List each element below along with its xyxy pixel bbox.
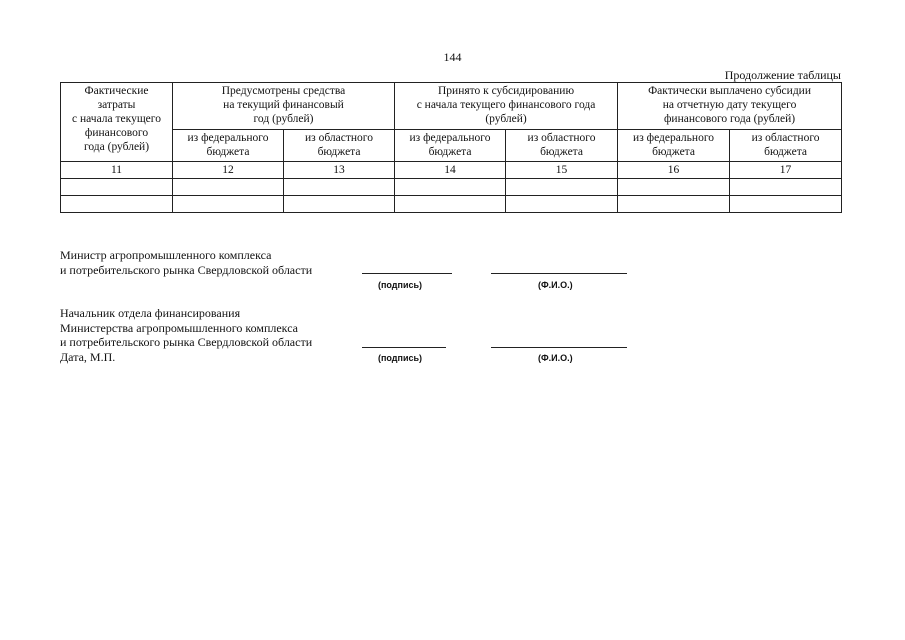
empty-cell bbox=[173, 179, 284, 196]
header-row-2 bbox=[61, 130, 842, 162]
empty-cell bbox=[173, 196, 284, 213]
subheader-federal: из федерального бюджета bbox=[173, 130, 284, 162]
subheader-regional: из областного бюджета bbox=[506, 130, 618, 162]
minister-sign-caption: (подпись) bbox=[378, 280, 423, 290]
subsidy-table bbox=[60, 82, 842, 213]
subheader-regional: из областного бюджета bbox=[284, 130, 395, 162]
head-sign-caption: (подпись) bbox=[378, 353, 423, 363]
empty-cell bbox=[506, 196, 618, 213]
empty-cell bbox=[61, 196, 173, 213]
subheader-federal: из федерального бюджета bbox=[395, 130, 506, 162]
continuation-label: Продолжение таблицы bbox=[724, 68, 841, 82]
minister-name-line bbox=[491, 273, 627, 274]
header-actual-costs: Фактические затраты с начала текущего финансового года (рублей) bbox=[61, 83, 173, 162]
empty-cell bbox=[730, 179, 842, 196]
column-number: 14 bbox=[395, 162, 506, 179]
head-date-stamp: Дата, М.П. bbox=[60, 349, 116, 364]
subheader-federal: из федерального бюджета bbox=[618, 130, 730, 162]
empty-cell bbox=[395, 196, 506, 213]
head-name-line bbox=[491, 347, 627, 348]
minister-title-line: Министр агропромышленного комплекса bbox=[60, 248, 272, 262]
column-number-row bbox=[61, 162, 842, 179]
empty-cell bbox=[618, 196, 730, 213]
column-number: 15 bbox=[506, 162, 618, 179]
head-signature-block bbox=[60, 306, 312, 364]
column-number: 13 bbox=[284, 162, 395, 179]
empty-cell bbox=[395, 179, 506, 196]
page-number: 144 bbox=[443, 50, 462, 64]
head-title-line: Министерства агропромышленного комплекса bbox=[60, 320, 299, 335]
column-number: 16 bbox=[618, 162, 730, 179]
empty-cell bbox=[284, 196, 395, 213]
head-name-caption: (Ф.И.О.) bbox=[538, 353, 573, 363]
header-planned-funds: Предусмотрены средства на текущий финансовый год (рублей) bbox=[173, 83, 395, 130]
minister-name-caption: (Ф.И.О.) bbox=[538, 280, 573, 290]
empty-cell bbox=[618, 179, 730, 196]
column-number: 17 bbox=[730, 162, 842, 179]
empty-cell bbox=[284, 179, 395, 196]
subheader-regional: из областного бюджета bbox=[730, 130, 842, 162]
column-number: 11 bbox=[61, 162, 173, 179]
minister-title-line: и потребительского рынка Свердловской области bbox=[60, 262, 313, 277]
header-accepted-subsidy: Принято к субсидированию с начала текущего финансового года (рублей) bbox=[395, 83, 618, 130]
head-title-line: и потребительского рынка Свердловской области bbox=[60, 335, 313, 350]
empty-cell bbox=[61, 179, 173, 196]
empty-row bbox=[61, 196, 842, 213]
head-title-line: Начальник отдела финансирования bbox=[60, 306, 241, 320]
empty-cell bbox=[506, 179, 618, 196]
empty-cell bbox=[730, 196, 842, 213]
minister-signature-block bbox=[60, 248, 312, 277]
column-number: 12 bbox=[173, 162, 284, 179]
head-signature-line bbox=[362, 347, 446, 348]
minister-signature-line bbox=[362, 273, 452, 274]
empty-row bbox=[61, 179, 842, 196]
header-paid-subsidy: Фактически выплачено субсидии на отчетную дату текущего финансового года (рублей) bbox=[618, 83, 842, 130]
header-row-1 bbox=[61, 83, 842, 130]
